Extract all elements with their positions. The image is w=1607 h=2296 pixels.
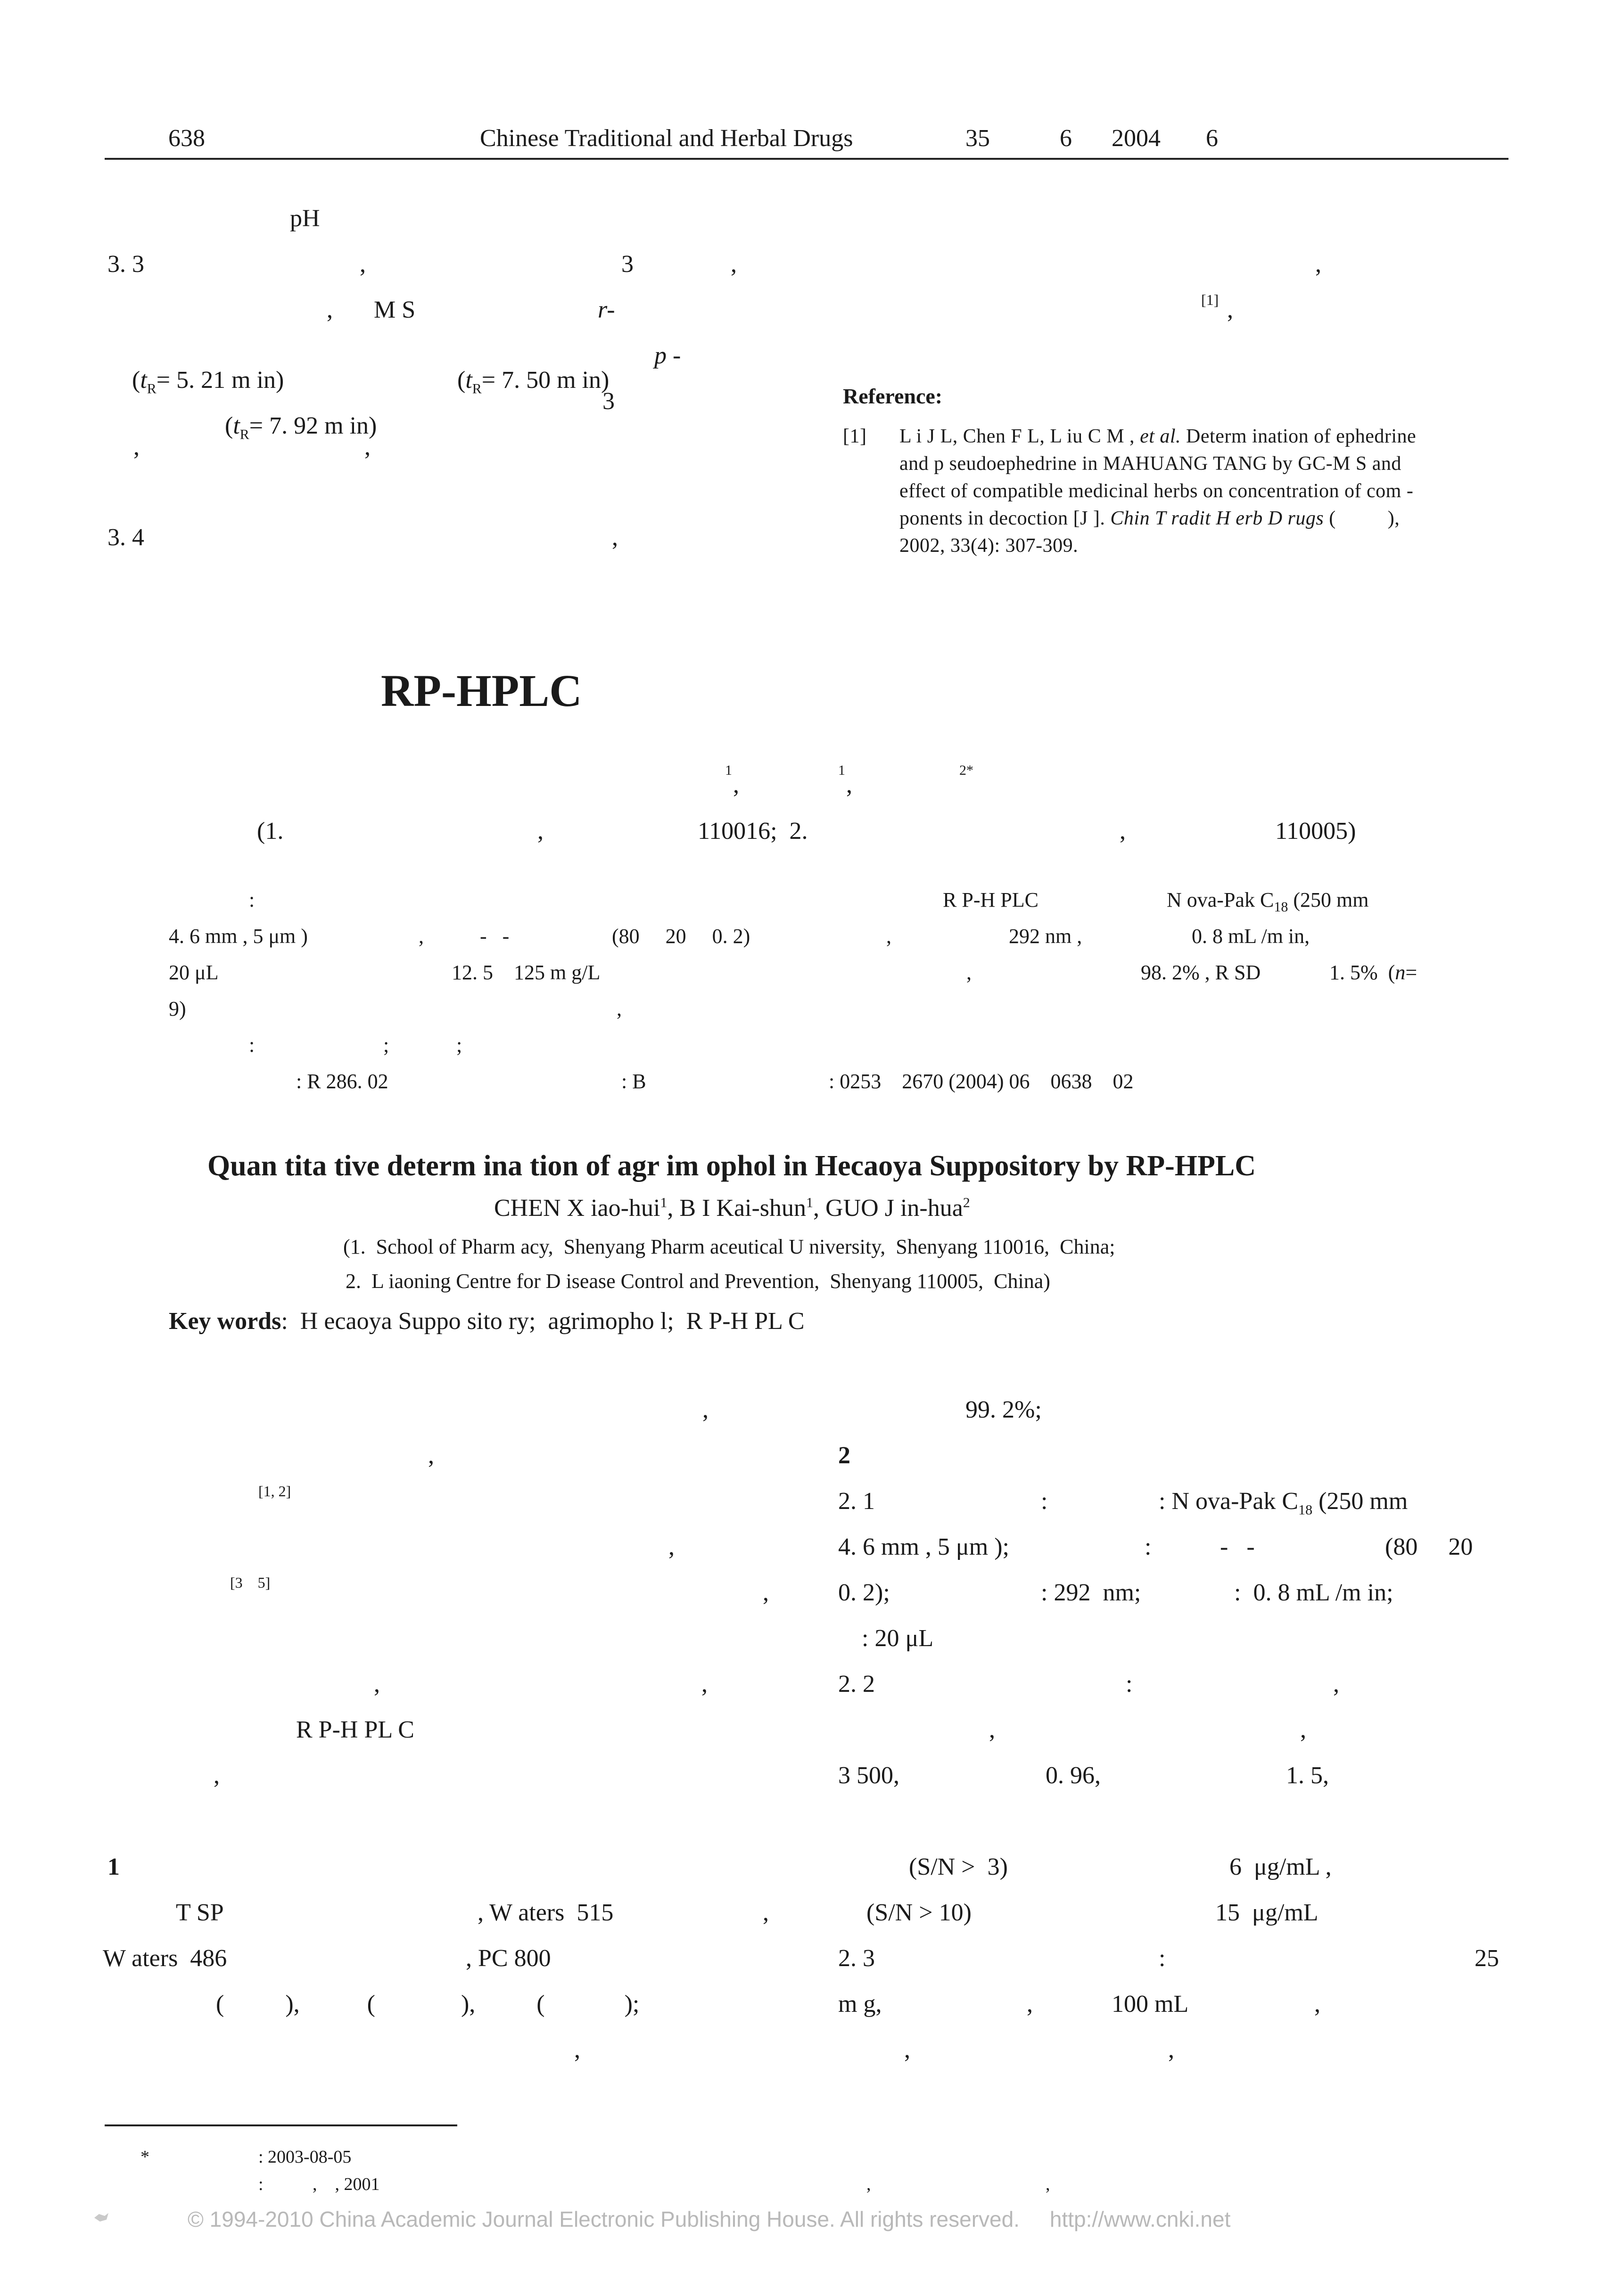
journal-name: Chinese Traditional and Herbal Drugs [480, 125, 853, 152]
journal-volume: 35 [965, 125, 990, 152]
journal-month: 6 [1206, 125, 1218, 152]
journal-issue: 6 [1060, 125, 1072, 152]
clc-number: : R 286. 02 [296, 1070, 388, 1093]
document-code: : B [621, 1070, 646, 1093]
reference-1-line-1: L i J L, Chen F L, L iu C M , et al. Determ ination of ephedrine [899, 426, 1417, 447]
received-date: : 2003-08-05 [258, 2147, 352, 2167]
en-authors: CHEN X iao-hui$^1$, B I Kai-shun$^1$, GUO J in-hua$^2$ [494, 1195, 970, 1222]
section-heading-1: 1 [107, 1853, 120, 1880]
footnote-rule [105, 2124, 457, 2126]
cn-title: RP-HPLC [381, 665, 582, 716]
journal-year: 2004 [1112, 125, 1161, 152]
header-rule [105, 158, 1508, 160]
citation-marker: [1] [1201, 291, 1219, 308]
section-heading-2: 2 [838, 1442, 850, 1469]
page-number: 638 [168, 125, 205, 152]
en-affiliation-1: (1. School of Pharm acy, Shenyang Pharm aceutical U niversity, Shenyang 110016, China; [343, 1235, 1115, 1258]
citation-marker: [3 5] [230, 1574, 271, 1591]
en-affiliation-2: 2. L iaoning Centre for D isease Control and Prevention, Shenyang 110005, China) [346, 1270, 1050, 1293]
publisher-logo-icon [90, 2204, 106, 2216]
en-keywords: Key words: H ecaoya Suppo sito ry; agrimopho l; R P-H PL C [169, 1308, 805, 1335]
article-id: : 0253 2670 (2004) 06 0638 02 [829, 1070, 1134, 1093]
citation-marker: [1, 2] [258, 1483, 291, 1500]
copyright-notice: © 1994-2010 China Academic Journal Electronic Publishing House. All rights reserved. http://www.cnki.net [188, 2207, 1231, 2231]
en-title: Quan tita tive determ ina tion of agr im ophol in Hecaoya Suppository by RP-HPLC [207, 1150, 1256, 1182]
reference-heading: Reference: [843, 384, 943, 408]
